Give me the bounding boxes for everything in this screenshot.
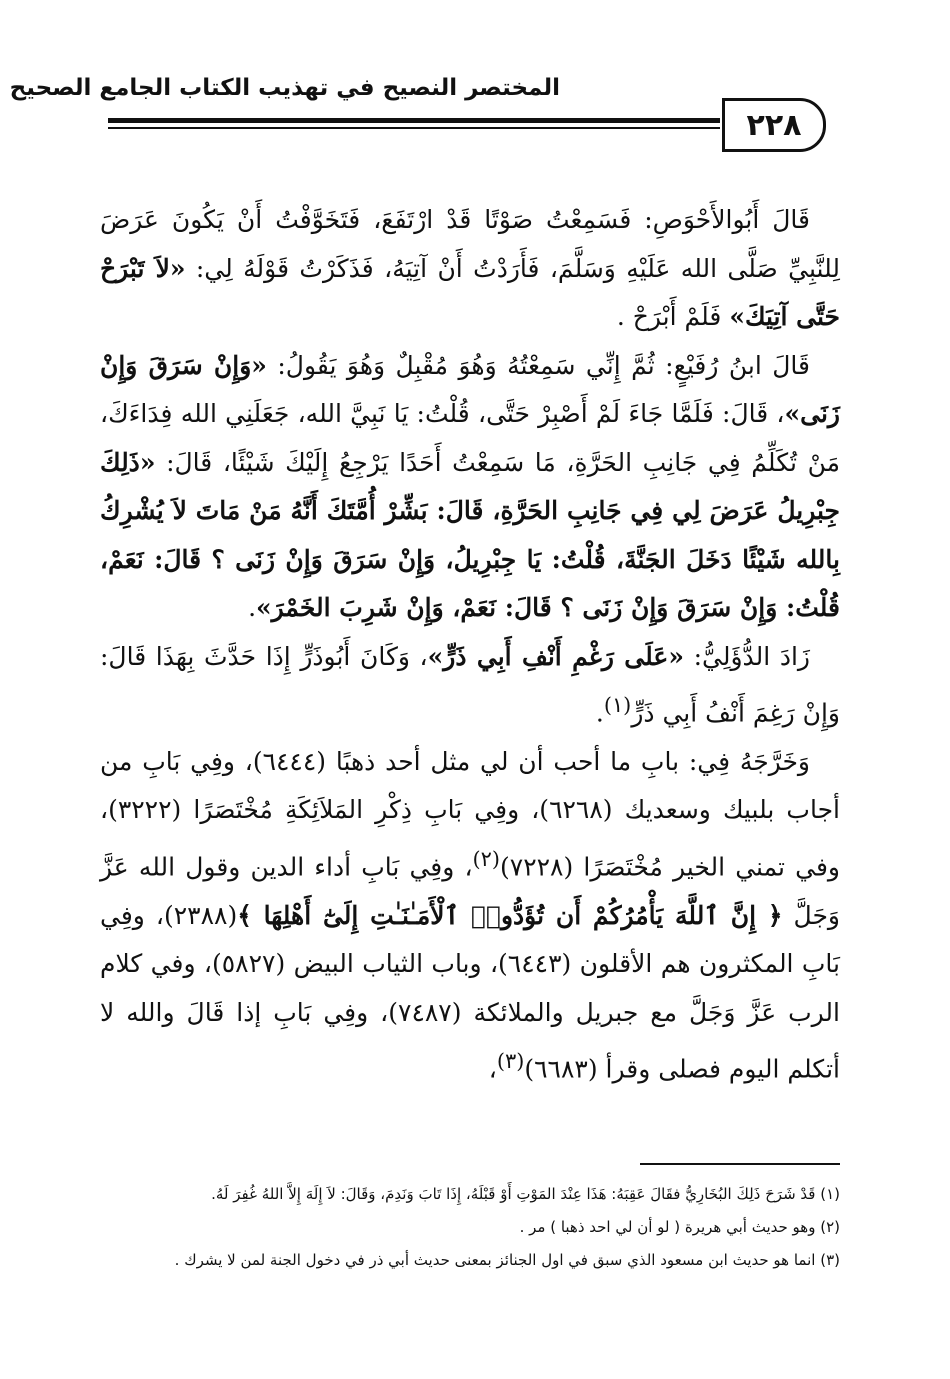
text-run: زَادَ الدُّؤَلِيُّ: xyxy=(683,641,811,671)
header-rule-thick xyxy=(108,118,720,123)
footnote-3: (٣) انما هو حديث ابن مسعود الذي سبق في اول الجنائز بمعنى حديث أبي ذر في دخول الجنة لمن لا يشرك . xyxy=(174,1251,840,1269)
footnote-separator xyxy=(640,1163,840,1165)
main-text xyxy=(100,196,840,1094)
running-title: المختصر النصيح في تهذيب الكتاب الجامع الصحيح xyxy=(9,75,560,101)
text-run: قَالَ أَبُوالأَحْوَصِ: فَسَمِعْتُ صَوْتًا قَدْ ارْتَفَعَ، فَتَخَوَّفْتُ أَنْ يَكُونَ عَرَضَ لِلنَّبِيِّ صَلَّى الله عَلَيْهِ وَسَلَّمَ، فَأَرَدْتُ أَنْ آتِيَهُ، فَذَكَرْتُ قَوْلَهُ لِي: xyxy=(100,205,840,283)
footnotes xyxy=(100,1178,840,1277)
hadith-quote: «وَإِنْ سَرَقَ وَإِنْ زَنَى» xyxy=(100,350,840,428)
text-run: ، xyxy=(488,1054,497,1084)
paragraph-ibn-rufay xyxy=(100,342,840,633)
quran-verse: ﴿ إِنَّ ٱللَّهَ يَأْمُرُكُمْ أَن تُؤَدُّوا۟ ٱلْأَمَـٰنَـٰتِ إِلَىٰٓ أَهْلِهَا ﴾ xyxy=(237,900,783,930)
hadith-quote: «عَلَى رَغْمِ أَنْفِ أَبِي ذَرٍّ» xyxy=(427,641,684,671)
footnote-2: (٢) وهو حديث أبي هريرة ( لو أن لي احد ذهبا ) مر . xyxy=(519,1218,840,1236)
paragraph-addition xyxy=(100,633,840,738)
text-run: ، وفِي بَابِ أداء الدين وقول الله عَزَّ وَجَلَّ xyxy=(100,852,840,930)
footnote-1: (١) قَدْ شَرَحَ ذَلِكَ البُخَارِيُّ فقَالَ عَقِبَهُ: هَذَا عِنْدَ المَوْتِ أَوْ قَبْلَهُ، إِذَا تَابَ وَنَدِمَ، وَقَالَ: لاَ إِلَهَ إِلاَّ اللهُ غُفِرَ لَهُ. xyxy=(211,1185,840,1203)
header-rule-thin xyxy=(108,127,720,129)
text-run: . xyxy=(248,593,257,622)
text-run: فَلَمْ أَبْرَحْ . xyxy=(616,302,730,331)
text-run: . xyxy=(595,698,604,728)
paragraph-takhrij xyxy=(100,738,840,1094)
hadith-quote: «ذَلِكَ جِبْرِيلُ عَرَضَ لِي فِي جَانِبِ الحَرَّةِ، قَالَ: بَشِّرْ أُمَّتَكَ أَنَّهُ مَنْ مَاتَ لاَ يُشْرِكُ بِالله شَيْئًا دَخَلَ الجَنَّةَ، قُلْتُ: يَا جِبْرِيلُ، وَإِنْ سَرَقَ وَإِنْ زَنَى ؟ قَالَ: نَعَمْ، قُلْتُ: وَإِنْ سَرَقَ وَإِنْ زَنَى ؟ قَالَ: نَعَمْ، وَإِنْ شَرِبَ الخَمْرَ» xyxy=(100,447,840,622)
footnote-ref: (٣) xyxy=(496,1049,525,1074)
text-run: ، قَالَ: فَلَمَّا جَاءَ لَمْ أَصْبِرْ حَتَّى، قُلْتُ: يَا نَبِيَّ الله، جَعَلَنِي الله فِدَاءَكَ، مَنْ تُكَلِّمُ فِي جَانِبِ الحَرَّةِ، مَا سَمِعْتُ أَحَدًا يَرْجِعُ إِلَيْكَ شَيْئًا، قَالَ: xyxy=(100,399,840,477)
paragraph-abul-ahwas xyxy=(100,196,840,342)
footnote-ref: (٢) xyxy=(472,846,500,871)
text-run: ، وَكَانَ أَبُوذَرٍّ إِذَا حَدَّثَ بِهَذَا قَالَ: وَإِنْ رَغِمَ أَنْفُ أَبِي ذَرٍّ xyxy=(100,641,840,728)
page-number: ٢٢٨ xyxy=(722,98,826,152)
text-run: وَخَرَّجَهُ فِي: بابِ ما أحب أن لي مثل أحد ذهبًا (٦٤٤٤)، وفِي بَابِ من أجاب بلبيك وسعديك (٦٢٦٨)، وفِي بَابِ ذِكْرِ المَلاَئِكَةِ مُخْتَصَرًا (٣٢٢٢)، وفي تمني الخير مُخْتَصَرًا (٧٢٢٨) xyxy=(100,746,840,882)
footnote-ref: (١) xyxy=(603,693,632,717)
text-run: (٢٣٨٨)، وفِي بَابِ المكثرون هم الأقلون (٦٤٤٣)، وباب الثياب البيض (٥٨٢٧)، وفي كلام الرب عَزَّ وَجَلَّ مع جبريل والملائكة (٧٤٨٧)، وفِي بَابِ إذا قَالَ والله لا أتكلم اليوم فصلى وقرأ (٦٦٨٣) xyxy=(100,900,840,1084)
hadith-quote: «لاَ تَبْرَحْ حَتَّى آتِيَكَ» xyxy=(100,253,840,331)
text-run: قَالَ ابنُ رُفَيْعٍ: ثُمَّ إِنِّي سَمِعْتُهُ وَهُوَ مُقْبِلٌ وَهُوَ يَقُولُ: xyxy=(266,350,810,380)
